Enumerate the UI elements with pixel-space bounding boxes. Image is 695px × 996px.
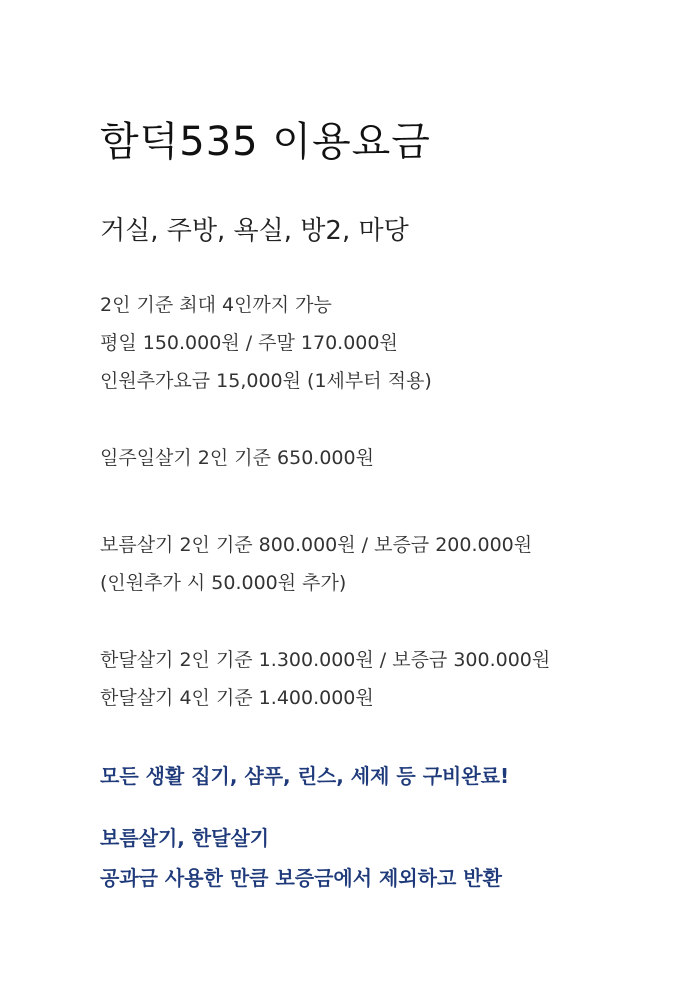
page-title: 함덕535 이용요금 (100, 119, 431, 165)
rooms-subtitle: 거실, 주방, 욕실, 방2, 마당 (100, 216, 409, 246)
week-stay-price-line: 일주일살기 2인 기준 650.000원 (100, 447, 374, 469)
daily-price-line: 평일 150.000원 / 주말 170.000원 (100, 332, 398, 354)
half-month-price-line: 보름살기 2인 기준 800.000원 / 보증금 200.000원 (100, 534, 533, 556)
amenities-note: 모든 생활 집기, 샴푸, 린스, 세제 등 구비완료! (100, 764, 510, 788)
capacity-line: 2인 기준 최대 4인까지 가능 (100, 294, 332, 316)
extra-person-fee-line: 인원추가요금 15,000원 (1세부터 적용) (100, 370, 432, 392)
month-2-price-line: 한달살기 2인 기준 1.300.000원 / 보증금 300.000원 (100, 649, 551, 671)
half-month-extra-line: (인원추가 시 50.000원 추가) (100, 572, 347, 594)
long-stay-note: 보름살기, 한달살기 (100, 826, 270, 850)
utilities-note: 공과금 사용한 만큼 보증금에서 제외하고 반환 (100, 866, 502, 890)
month-4-price-line: 한달살기 4인 기준 1.400.000원 (100, 687, 374, 709)
